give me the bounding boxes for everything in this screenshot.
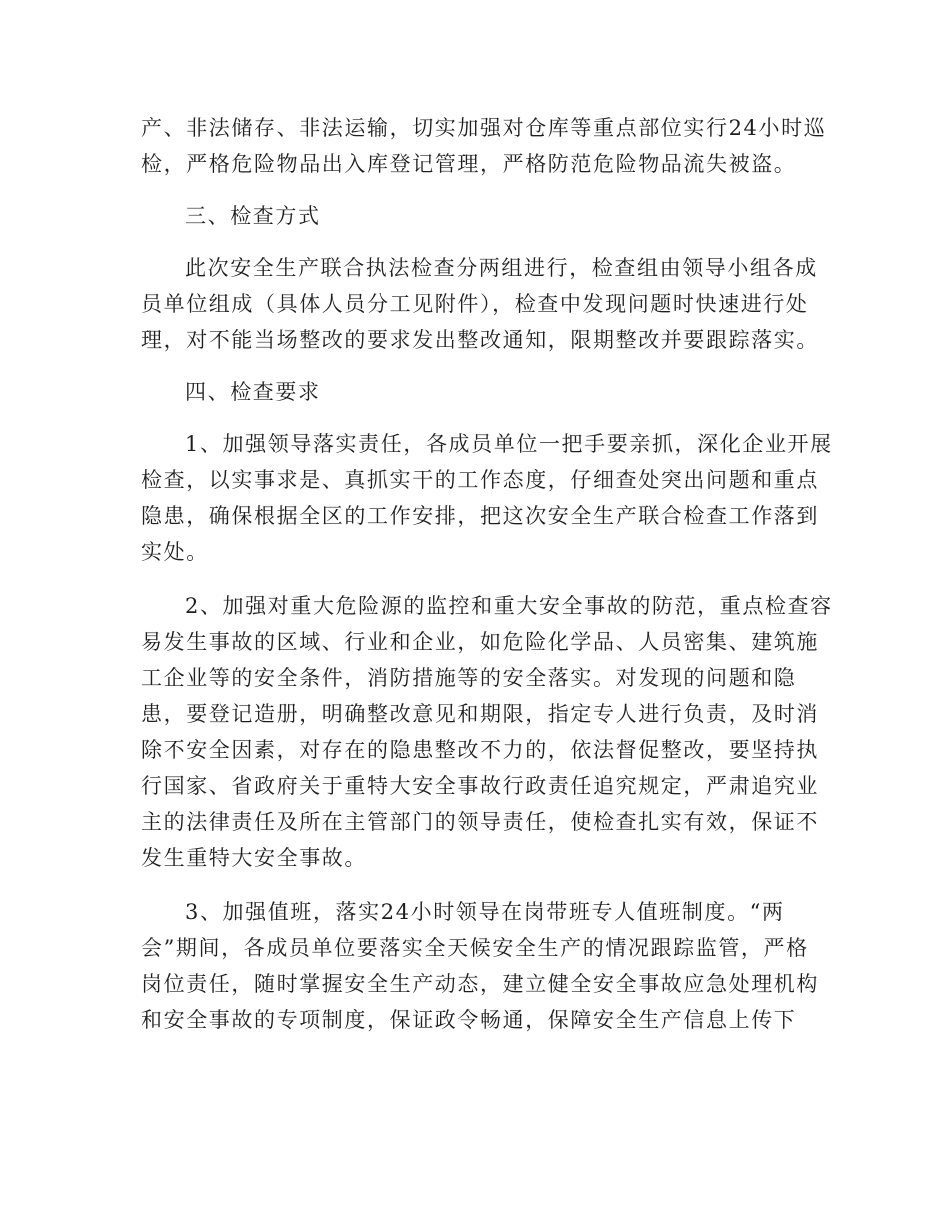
text-line: 会”期间，各成员单位要落实全天候安全生产的情况跟踪监管，严格 — [141, 936, 809, 960]
text-line: 行国家、省政府关于重特大安全事故行政责任追究规定，严肃追究业 — [141, 774, 819, 798]
paragraph-item-1 — [141, 426, 833, 570]
paragraph-item-2 — [141, 588, 833, 876]
text-line: 和安全事故的专项制度，保证政令畅通，保障安全生产信息上传下 — [141, 1008, 797, 1032]
text-line: 检，严格危险物品出入库登记管理，严格防范危险物品流失被盗。 — [141, 152, 797, 176]
text-line: 隐患，确保根据全区的工作安排，把这次安全生产联合检查工作落到 — [141, 504, 819, 528]
section-3-heading — [141, 198, 811, 234]
text-line: 发生重特大安全事故。 — [141, 846, 367, 870]
text-line: 岗位责任，随时掌握安全生产动态，建立健全安全事故应急处理机构 — [141, 972, 819, 996]
text-line: 除不安全因素，对存在的隐患整改不力的，依法督促整改，要坚持执 — [141, 738, 819, 762]
section-4-heading — [141, 374, 811, 410]
text-line: 员单位组成（具体人员分工见附件），检查中发现问题时快速进行处 — [141, 292, 809, 316]
text-line: 患，要登记造册，明确整改意见和期限，指定专人进行负责，及时消 — [141, 702, 819, 726]
paragraph-section-3 — [141, 250, 819, 358]
heading-text: 四、检查要求 — [185, 380, 321, 404]
text-line: 检查，以实事求是、真抓实干的工作态度，仔细查处突出问题和重点 — [141, 468, 819, 492]
document-body — [141, 110, 833, 1038]
text-line: 易发生事故的区域、行业和企业，如危险化学品、人员密集、建筑施 — [141, 630, 819, 654]
paragraph-continuation — [141, 110, 827, 182]
text-line: 产、非法储存、非法运输，切实加强对仓库等重点部位实行24小时巡 — [141, 116, 827, 140]
text-line: 理，对不能当场整改的要求发出整改通知，限期整改并要跟踪落实。 — [141, 328, 819, 352]
text-line: 此次安全生产联合执法检查分两组进行，检查组由领导小组各成 — [185, 256, 818, 280]
text-line: 2、加强对重大危险源的监控和重大安全事故的防范，重点检查容 — [185, 594, 833, 618]
text-line: 3、加强值班，落实24小时领导在岗带班专人值班制度。“两 — [185, 900, 785, 924]
heading-text: 三、检查方式 — [185, 204, 321, 228]
text-line: 主的法律责任及所在主管部门的领导责任，使检查扎实有效，保证不 — [141, 810, 819, 834]
paragraph-item-3 — [141, 894, 819, 1038]
text-line: 1、加强领导落实责任，各成员单位一把手要亲抓，深化企业开展 — [185, 432, 833, 456]
text-line: 实处。 — [141, 540, 209, 564]
text-line: 工企业等的安全条件，消防措施等的安全落实。对发现的问题和隐 — [141, 666, 797, 690]
